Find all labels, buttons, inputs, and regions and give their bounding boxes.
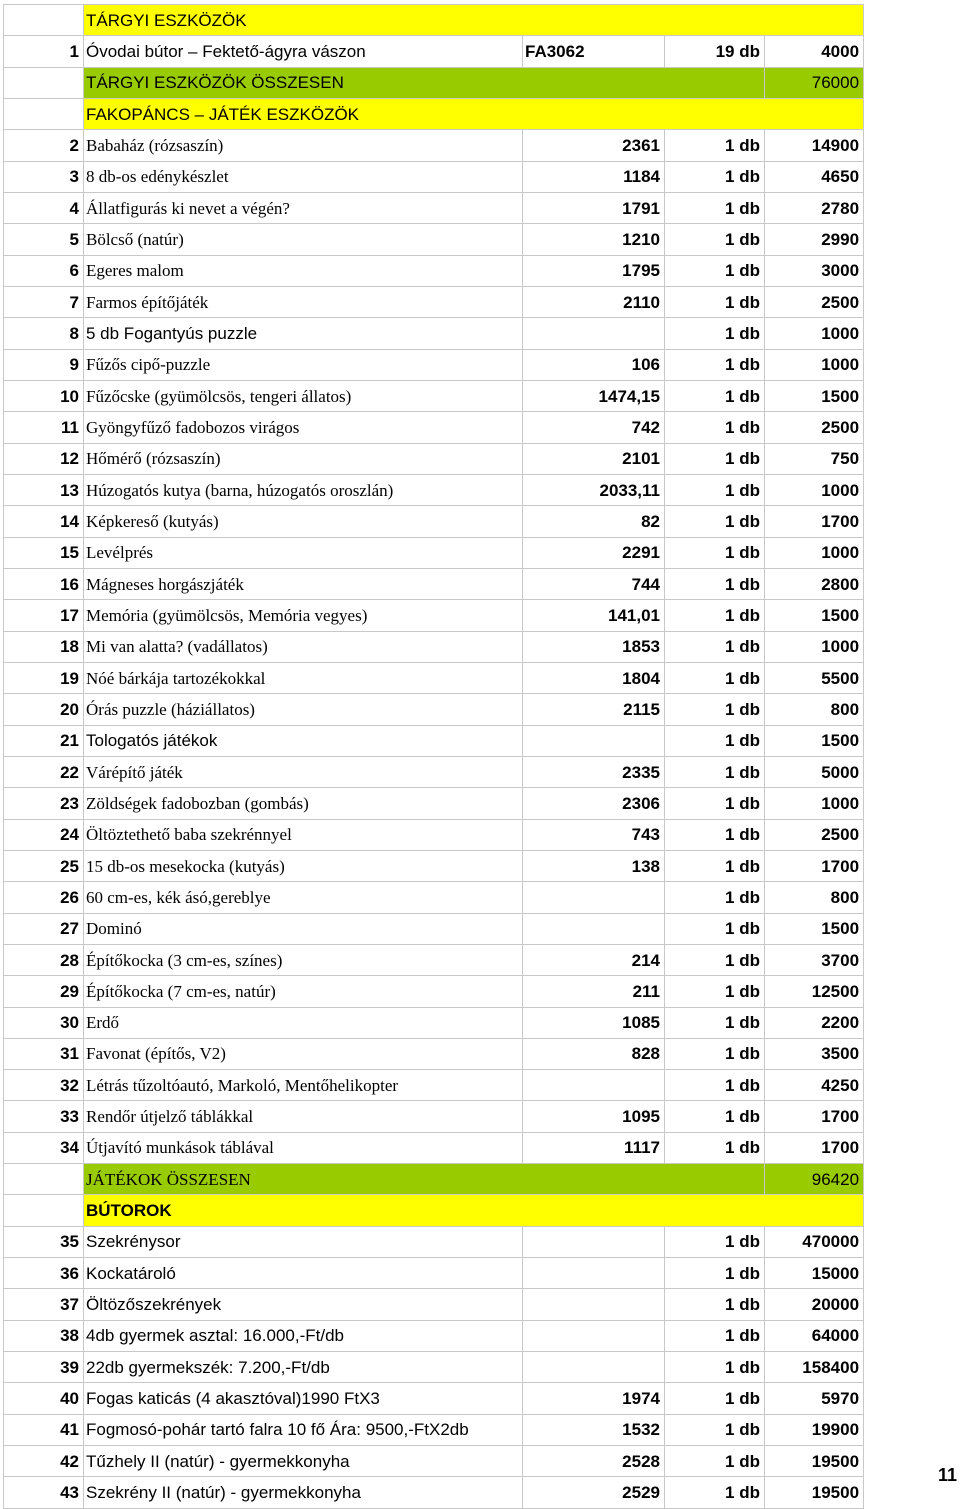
row-number: 34 xyxy=(4,1132,84,1163)
section-title: BÚTOROK xyxy=(84,1195,864,1226)
row-number: 40 xyxy=(4,1383,84,1414)
row-number: 31 xyxy=(4,1038,84,1069)
row-number-empty xyxy=(4,1164,84,1195)
item-quantity: 1 db xyxy=(665,1038,765,1069)
item-code: 1117 xyxy=(523,1132,665,1163)
item-price: 1000 xyxy=(765,474,864,505)
item-name: Képkereső (kutyás) xyxy=(84,506,523,537)
item-price: 750 xyxy=(765,443,864,474)
item-price: 1000 xyxy=(765,349,864,380)
row-number: 11 xyxy=(4,412,84,443)
row-number: 6 xyxy=(4,255,84,286)
row-number: 22 xyxy=(4,756,84,787)
row-number: 29 xyxy=(4,976,84,1007)
item-price: 800 xyxy=(765,694,864,725)
table-row xyxy=(4,1101,864,1132)
item-code xyxy=(523,1352,665,1383)
item-price: 2500 xyxy=(765,286,864,317)
total-label: JÁTÉKOK ÖSSZESEN xyxy=(84,1164,765,1195)
item-name: Várépítő játék xyxy=(84,756,523,787)
table-row xyxy=(4,380,864,411)
row-number: 33 xyxy=(4,1101,84,1132)
row-number-empty xyxy=(4,67,84,98)
row-number: 17 xyxy=(4,600,84,631)
item-price: 2500 xyxy=(765,412,864,443)
item-price: 4000 xyxy=(765,36,864,67)
row-number-empty xyxy=(4,5,84,36)
item-quantity: 1 db xyxy=(665,850,765,881)
row-number: 25 xyxy=(4,850,84,881)
row-number: 16 xyxy=(4,568,84,599)
table-row xyxy=(4,1289,864,1320)
item-name: 5 db Fogantyús puzzle xyxy=(84,318,523,349)
item-quantity: 1 db xyxy=(665,694,765,725)
item-name: Erdő xyxy=(84,1007,523,1038)
item-quantity: 1 db xyxy=(665,1289,765,1320)
item-code: 744 xyxy=(523,568,665,599)
item-name: Hőmérő (rózsaszín) xyxy=(84,443,523,474)
item-code: 1795 xyxy=(523,255,665,286)
row-number: 42 xyxy=(4,1446,84,1477)
item-code: 2033,11 xyxy=(523,474,665,505)
table-row xyxy=(4,130,864,161)
item-code: 1210 xyxy=(523,224,665,255)
item-code: 1085 xyxy=(523,1007,665,1038)
item-price: 4250 xyxy=(765,1070,864,1101)
item-name: Fogas katicás (4 akasztóval)1990 FtX3 xyxy=(84,1383,523,1414)
table-row xyxy=(4,913,864,944)
item-price: 2780 xyxy=(765,192,864,223)
item-code xyxy=(523,1226,665,1257)
item-name: Útjavító munkások táblával xyxy=(84,1132,523,1163)
total-value: 76000 xyxy=(765,67,864,98)
section-header-row xyxy=(4,98,864,129)
row-number: 37 xyxy=(4,1289,84,1320)
row-number: 27 xyxy=(4,913,84,944)
item-quantity: 1 db xyxy=(665,443,765,474)
item-code: 1184 xyxy=(523,161,665,192)
item-code: 1532 xyxy=(523,1414,665,1445)
item-name: Építőkocka (3 cm-es, színes) xyxy=(84,944,523,975)
row-number: 13 xyxy=(4,474,84,505)
item-price: 800 xyxy=(765,882,864,913)
table-row xyxy=(4,1258,864,1289)
item-name: Bölcső (natúr) xyxy=(84,224,523,255)
item-quantity: 1 db xyxy=(665,568,765,599)
table-row xyxy=(4,1132,864,1163)
table-row xyxy=(4,1414,864,1445)
item-price: 5000 xyxy=(765,756,864,787)
item-quantity: 1 db xyxy=(665,600,765,631)
item-quantity: 1 db xyxy=(665,1446,765,1477)
row-number: 20 xyxy=(4,694,84,725)
item-name: Mi van alatta? (vadállatos) xyxy=(84,631,523,662)
item-name: Építőkocka (7 cm-es, natúr) xyxy=(84,976,523,1007)
item-price: 2200 xyxy=(765,1007,864,1038)
table-row xyxy=(4,1477,864,1508)
item-name: Órás puzzle (háziállatos) xyxy=(84,694,523,725)
item-price: 19500 xyxy=(765,1446,864,1477)
item-quantity: 1 db xyxy=(665,380,765,411)
table-row xyxy=(4,192,864,223)
item-name: Farmos építőjáték xyxy=(84,286,523,317)
item-price: 19500 xyxy=(765,1477,864,1508)
item-code xyxy=(523,882,665,913)
item-code: 214 xyxy=(523,944,665,975)
item-price: 5500 xyxy=(765,662,864,693)
item-quantity: 1 db xyxy=(665,725,765,756)
table-row xyxy=(4,850,864,881)
table-row xyxy=(4,36,864,67)
item-price: 1700 xyxy=(765,850,864,881)
table-row xyxy=(4,725,864,756)
section-header-row xyxy=(4,1195,864,1226)
table-row xyxy=(4,756,864,787)
item-quantity: 1 db xyxy=(665,1007,765,1038)
table-row xyxy=(4,1383,864,1414)
item-price: 2990 xyxy=(765,224,864,255)
item-name: Tűzhely II (natúr) - gyermekkonyha xyxy=(84,1446,523,1477)
section-header-row xyxy=(4,5,864,36)
total-row xyxy=(4,67,864,98)
item-name: Levélprés xyxy=(84,537,523,568)
item-quantity: 19 db xyxy=(665,36,765,67)
item-name: Öltözőszekrények xyxy=(84,1289,523,1320)
item-quantity: 1 db xyxy=(665,192,765,223)
table-row xyxy=(4,976,864,1007)
item-price: 12500 xyxy=(765,976,864,1007)
item-code: 2115 xyxy=(523,694,665,725)
item-code xyxy=(523,318,665,349)
item-quantity: 1 db xyxy=(665,130,765,161)
row-number: 26 xyxy=(4,882,84,913)
row-number: 30 xyxy=(4,1007,84,1038)
row-number: 7 xyxy=(4,286,84,317)
item-code: 2306 xyxy=(523,788,665,819)
row-number-empty xyxy=(4,98,84,129)
item-name: Zöldségek fadobozban (gombás) xyxy=(84,788,523,819)
row-number: 9 xyxy=(4,349,84,380)
table-row xyxy=(4,819,864,850)
item-quantity: 1 db xyxy=(665,944,765,975)
item-quantity: 1 db xyxy=(665,286,765,317)
item-code: 141,01 xyxy=(523,600,665,631)
item-quantity: 1 db xyxy=(665,1352,765,1383)
item-name: Fogmosó-pohár tartó falra 10 fő Ára: 9500,-FtX2db xyxy=(84,1414,523,1445)
item-code: 742 xyxy=(523,412,665,443)
item-code: 82 xyxy=(523,506,665,537)
table-row xyxy=(4,1038,864,1069)
table-row xyxy=(4,1070,864,1101)
item-price: 1000 xyxy=(765,318,864,349)
row-number: 43 xyxy=(4,1477,84,1508)
table-row xyxy=(4,882,864,913)
item-price: 1000 xyxy=(765,631,864,662)
item-price: 64000 xyxy=(765,1320,864,1351)
table-row xyxy=(4,1352,864,1383)
table-row xyxy=(4,1446,864,1477)
item-name: Favonat (építős, V2) xyxy=(84,1038,523,1069)
item-name: Dominó xyxy=(84,913,523,944)
item-name: Babaház (rózsaszín) xyxy=(84,130,523,161)
item-name: Állatfigurás ki nevet a végén? xyxy=(84,192,523,223)
total-row xyxy=(4,1164,864,1195)
item-quantity: 1 db xyxy=(665,788,765,819)
item-code: 1974 xyxy=(523,1383,665,1414)
item-code: 2529 xyxy=(523,1477,665,1508)
item-code: 138 xyxy=(523,850,665,881)
item-name: Egeres malom xyxy=(84,255,523,286)
item-price: 158400 xyxy=(765,1352,864,1383)
table-row xyxy=(4,286,864,317)
item-quantity: 1 db xyxy=(665,1070,765,1101)
item-name: Húzogatós kutya (barna, húzogatós oroszlán) xyxy=(84,474,523,505)
item-name: Szekrénysor xyxy=(84,1226,523,1257)
item-quantity: 1 db xyxy=(665,161,765,192)
item-price: 15000 xyxy=(765,1258,864,1289)
item-code: 2528 xyxy=(523,1446,665,1477)
item-code: 2291 xyxy=(523,537,665,568)
item-name: Mágneses horgászjáték xyxy=(84,568,523,599)
item-price: 1700 xyxy=(765,1132,864,1163)
item-price: 470000 xyxy=(765,1226,864,1257)
item-code xyxy=(523,725,665,756)
item-name: 15 db-os mesekocka (kutyás) xyxy=(84,850,523,881)
item-quantity: 1 db xyxy=(665,976,765,1007)
item-code: 1791 xyxy=(523,192,665,223)
item-name: Gyöngyfűző fadobozos virágos xyxy=(84,412,523,443)
table-row xyxy=(4,255,864,286)
item-quantity: 1 db xyxy=(665,474,765,505)
item-code: FA3062 xyxy=(523,36,665,67)
item-price: 3700 xyxy=(765,944,864,975)
table-row xyxy=(4,161,864,192)
row-number: 4 xyxy=(4,192,84,223)
table-row xyxy=(4,568,864,599)
table-row xyxy=(4,1320,864,1351)
row-number: 41 xyxy=(4,1414,84,1445)
item-code: 2335 xyxy=(523,756,665,787)
row-number: 19 xyxy=(4,662,84,693)
item-quantity: 1 db xyxy=(665,255,765,286)
item-price: 5970 xyxy=(765,1383,864,1414)
item-quantity: 1 db xyxy=(665,224,765,255)
table-row xyxy=(4,944,864,975)
item-price: 1000 xyxy=(765,788,864,819)
item-price: 20000 xyxy=(765,1289,864,1320)
item-quantity: 1 db xyxy=(665,1226,765,1257)
row-number: 32 xyxy=(4,1070,84,1101)
item-quantity: 1 db xyxy=(665,1258,765,1289)
item-quantity: 1 db xyxy=(665,506,765,537)
table-row xyxy=(4,600,864,631)
row-number: 8 xyxy=(4,318,84,349)
row-number: 3 xyxy=(4,161,84,192)
item-code xyxy=(523,913,665,944)
table-row xyxy=(4,1226,864,1257)
table-row xyxy=(4,506,864,537)
row-number: 5 xyxy=(4,224,84,255)
table-row xyxy=(4,224,864,255)
item-code: 1853 xyxy=(523,631,665,662)
item-code: 1095 xyxy=(523,1101,665,1132)
item-price: 1500 xyxy=(765,913,864,944)
row-number: 24 xyxy=(4,819,84,850)
item-code: 1804 xyxy=(523,662,665,693)
item-quantity: 1 db xyxy=(665,1414,765,1445)
item-price: 1000 xyxy=(765,537,864,568)
item-quantity: 1 db xyxy=(665,631,765,662)
row-number-empty xyxy=(4,1195,84,1226)
item-quantity: 1 db xyxy=(665,756,765,787)
table-row xyxy=(4,1007,864,1038)
item-code: 1474,15 xyxy=(523,380,665,411)
item-name: 60 cm-es, kék ásó,gereblye xyxy=(84,882,523,913)
item-code: 2110 xyxy=(523,286,665,317)
item-name: Memória (gyümölcsös, Memória vegyes) xyxy=(84,600,523,631)
row-number: 38 xyxy=(4,1320,84,1351)
item-quantity: 1 db xyxy=(665,1477,765,1508)
total-value: 96420 xyxy=(765,1164,864,1195)
item-code xyxy=(523,1070,665,1101)
item-name: Tologatós játékok xyxy=(84,725,523,756)
item-quantity: 1 db xyxy=(665,349,765,380)
item-price: 1500 xyxy=(765,600,864,631)
item-name: Óvodai bútor – Fektető-ágyra vászon xyxy=(84,36,523,67)
item-price: 3500 xyxy=(765,1038,864,1069)
table-row xyxy=(4,349,864,380)
total-label: TÁRGYI ESZKÖZÖK ÖSSZESEN xyxy=(84,67,765,98)
item-quantity: 1 db xyxy=(665,1383,765,1414)
table-row xyxy=(4,412,864,443)
item-price: 2800 xyxy=(765,568,864,599)
table-row xyxy=(4,631,864,662)
item-name: Kockatároló xyxy=(84,1258,523,1289)
item-price: 1500 xyxy=(765,725,864,756)
item-code: 106 xyxy=(523,349,665,380)
item-name: Létrás tűzoltóautó, Markoló, Mentőhelikopter xyxy=(84,1070,523,1101)
table-row xyxy=(4,318,864,349)
item-quantity: 1 db xyxy=(665,913,765,944)
row-number: 28 xyxy=(4,944,84,975)
item-name: 8 db-os edénykészlet xyxy=(84,161,523,192)
item-price: 1500 xyxy=(765,380,864,411)
item-name: Rendőr útjelző táblákkal xyxy=(84,1101,523,1132)
item-price: 4650 xyxy=(765,161,864,192)
item-name: 4db gyermek asztal: 16.000,-Ft/db xyxy=(84,1320,523,1351)
item-quantity: 1 db xyxy=(665,882,765,913)
row-number: 12 xyxy=(4,443,84,474)
table-row xyxy=(4,474,864,505)
item-price: 19900 xyxy=(765,1414,864,1445)
item-price: 14900 xyxy=(765,130,864,161)
item-quantity: 1 db xyxy=(665,1320,765,1351)
row-number: 36 xyxy=(4,1258,84,1289)
item-name: 22db gyermekszék: 7.200,-Ft/db xyxy=(84,1352,523,1383)
item-code xyxy=(523,1258,665,1289)
item-price: 1700 xyxy=(765,506,864,537)
item-quantity: 1 db xyxy=(665,1101,765,1132)
item-name: Fűzőcske (gyümölcsös, tengeri állatos) xyxy=(84,380,523,411)
table-row xyxy=(4,537,864,568)
item-name: Nóé bárkája tartozékokkal xyxy=(84,662,523,693)
item-name: Fűzős cipő-puzzle xyxy=(84,349,523,380)
row-number: 15 xyxy=(4,537,84,568)
page-number: 11 xyxy=(937,1465,957,1485)
item-code xyxy=(523,1320,665,1351)
item-code: 2101 xyxy=(523,443,665,474)
item-price: 1700 xyxy=(765,1101,864,1132)
table-row xyxy=(4,443,864,474)
row-number: 1 xyxy=(4,36,84,67)
row-number: 10 xyxy=(4,380,84,411)
table-row xyxy=(4,788,864,819)
row-number: 35 xyxy=(4,1226,84,1257)
table-row xyxy=(4,662,864,693)
row-number: 2 xyxy=(4,130,84,161)
item-code: 828 xyxy=(523,1038,665,1069)
item-quantity: 1 db xyxy=(665,412,765,443)
row-number: 23 xyxy=(4,788,84,819)
item-name: Öltöztethető baba szekrénnyel xyxy=(84,819,523,850)
item-quantity: 1 db xyxy=(665,662,765,693)
row-number: 18 xyxy=(4,631,84,662)
item-quantity: 1 db xyxy=(665,1132,765,1163)
item-code: 743 xyxy=(523,819,665,850)
item-code: 211 xyxy=(523,976,665,1007)
item-quantity: 1 db xyxy=(665,318,765,349)
item-code: 2361 xyxy=(523,130,665,161)
item-code xyxy=(523,1289,665,1320)
inventory-table-body xyxy=(4,5,864,1509)
table-row xyxy=(4,694,864,725)
item-quantity: 1 db xyxy=(665,819,765,850)
row-number: 39 xyxy=(4,1352,84,1383)
inventory-table xyxy=(3,4,864,1509)
item-name: Szekrény II (natúr) - gyermekkonyha xyxy=(84,1477,523,1508)
section-title: TÁRGYI ESZKÖZÖK xyxy=(84,5,864,36)
item-price: 2500 xyxy=(765,819,864,850)
item-quantity: 1 db xyxy=(665,537,765,568)
row-number: 21 xyxy=(4,725,84,756)
row-number: 14 xyxy=(4,506,84,537)
section-title: FAKOPÁNCS – JÁTÉK ESZKÖZÖK xyxy=(84,98,864,129)
item-price: 3000 xyxy=(765,255,864,286)
